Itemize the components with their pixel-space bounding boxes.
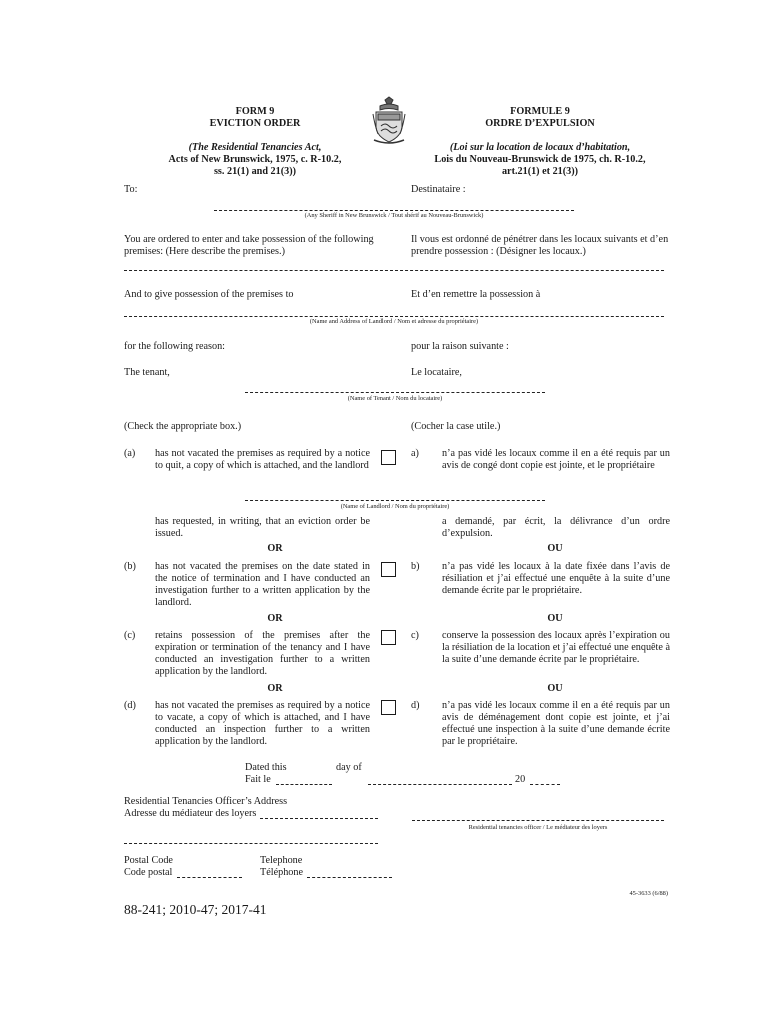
sheriff-line[interactable] (214, 210, 574, 211)
dated-label-en: Dated this (245, 762, 287, 773)
sheriff-caption: (Any Sheriff in New Brunswick / Tout shérif au Nouveau-Brunswick) (304, 212, 484, 219)
give-possession-fr: Et d’en remettre la possession à (411, 289, 541, 300)
item-c-label-fr: c) (411, 630, 419, 641)
form-title-en: EVICTION ORDER (209, 118, 301, 129)
to-label-fr: Destinataire : (411, 184, 466, 195)
address-line-2[interactable] (124, 843, 378, 844)
to-label-en: To: (124, 184, 138, 195)
premises-line[interactable] (124, 270, 664, 271)
reason-label-fr: pour la raison suivante : (411, 341, 509, 352)
give-possession-en: And to give possession of the premises to (124, 289, 294, 300)
tenant-label-en: The tenant, (124, 367, 170, 378)
tenant-caption: (Name of Tenant / Nom du locataire) (347, 395, 443, 402)
item-b-checkbox[interactable] (381, 562, 396, 577)
item-d-label-fr: d) (411, 700, 420, 711)
landlord-address-caption: (Name and Address of Landlord / Nom et adresse du propriétaire) (309, 318, 479, 325)
item-b-text-fr: n’a pas vidé les locaux à la date fixée dans l’avis de résiliation et j’ai effectué une enquête à la suite d’une demande écrite par le propriétaire. (442, 561, 670, 596)
item-a-landlord-line[interactable] (245, 500, 545, 501)
form-number-en: FORM 9 (235, 106, 275, 117)
telephone-label-fr: Téléphone (260, 867, 303, 878)
regulation-numbers: 88-241; 2010-47; 2017-41 (124, 902, 267, 917)
officer-address-label-en: Residential Tenancies Officer’s Address (124, 796, 288, 807)
form-title-fr: ORDRE D’EXPULSION (485, 118, 595, 129)
item-a-cont-en: has requested, in writing, that an eviction order be issued. (155, 516, 370, 539)
form-code: 45-3633 (6/88) (629, 890, 668, 897)
month-line[interactable] (368, 784, 512, 785)
sections-en: ss. 21(1) and 21(3)) (213, 166, 297, 177)
ordered-text-fr: Il vous est ordonné de pénétrer dans les locaux suivants et d’en prendre possession : (Désigner les locaux.) (411, 234, 669, 257)
year-line[interactable] (530, 784, 560, 785)
item-a-landlord-caption: (Name of Landlord / Nom du propriétaire) (340, 503, 450, 510)
ou-label-3: OU (547, 683, 563, 694)
telephone-line[interactable] (307, 877, 392, 878)
form-number-fr: FORMULE 9 (510, 106, 570, 117)
item-a-cont-fr: a demandé, par écrit, la délivrance d’un ordre d’expulsion. (442, 516, 670, 539)
check-instruction-fr: (Cocher la case utile.) (411, 421, 501, 432)
sections-fr: art.21(1) et 21(3)) (501, 166, 579, 177)
check-instruction-en: (Check the appropriate box.) (124, 421, 242, 432)
item-c-text-fr: conserve la possession des locaux après l’expiration ou la résiliation de la location et j’ai effectué une enquête à la suite d’une demande écrite par le propriétaire. (442, 630, 670, 665)
item-c-label-en: (c) (124, 630, 136, 641)
item-c-checkbox[interactable] (381, 630, 396, 645)
acts-fr: Lois du Nouveau-Brunswick de 1975, ch. R-10.2, (434, 154, 646, 165)
item-a-label-fr: a) (411, 448, 419, 459)
header-right (420, 106, 660, 178)
act-title-en: (The Residential Tenancies Act, (188, 142, 322, 153)
item-a-text-fr: n’a pas vidé les locaux comme il en a été requis par un avis de congé dont copie est jointe, et le propriétaire (442, 448, 670, 471)
tenant-name-line[interactable] (245, 392, 545, 393)
dated-label-fr: Fait le (245, 774, 271, 785)
year-prefix: 20 (515, 774, 526, 785)
postal-code-line[interactable] (177, 877, 242, 878)
reason-label-en: for the following reason: (124, 341, 225, 352)
item-a-checkbox[interactable] (381, 450, 396, 465)
ou-label-2: OU (547, 613, 563, 624)
officer-address-label-fr: Adresse du médiateur des loyers (124, 808, 257, 819)
item-b-label-en: (b) (124, 561, 136, 572)
item-d-text-en: has not vacated the premises as required by a notice to vacate, a copy of which is attached, and I have conducted an inspection further to a written application by the landlord. (155, 700, 370, 747)
or-label-3: OR (267, 683, 283, 694)
tenant-label-fr: Le locataire, (411, 367, 462, 378)
header-left (155, 106, 355, 178)
acts-en: Acts of New Brunswick, 1975, c. R-10.2, (168, 154, 342, 165)
new-brunswick-crest-icon (372, 96, 406, 146)
or-label-1: OR (267, 543, 283, 554)
item-d-label-en: (d) (124, 700, 136, 711)
landlord-address-line[interactable] (124, 316, 664, 317)
postal-code-label-en: Postal Code (124, 855, 173, 866)
or-label-2: OR (267, 613, 283, 624)
item-a-label-en: (a) (124, 448, 136, 459)
postal-code-label-fr: Code postal (124, 867, 173, 878)
day-line[interactable] (276, 784, 332, 785)
item-c-text-en: retains possession of the premises after the expiration or termination of the tenancy and I have conducted an investigation further to a written application by the landlord. (155, 630, 370, 677)
day-of-label: day of (336, 762, 362, 773)
item-a-text-en: has not vacated the premises as required by a notice to quit, a copy of which is attached, and the landlord (155, 448, 370, 471)
officer-caption: Residential tenancies officer / Le médiateur des loyers (468, 824, 608, 831)
item-d-text-fr: n’a pas vidé les locaux comme il en a été requis par un avis de déménagement dont copie est jointe, et j’ai effectué une inspection à la suite d’une demande écrite par le propriétaire. (442, 700, 670, 747)
ordered-text-en: You are ordered to enter and take possession of the following premises: (Here describe the premises.) (124, 234, 374, 257)
ou-label-1: OU (547, 543, 563, 554)
officer-signature-line[interactable] (412, 820, 664, 821)
item-d-checkbox[interactable] (381, 700, 396, 715)
address-line-1[interactable] (260, 818, 378, 819)
act-title-fr: (Loi sur la location de locaux d’habitation, (449, 142, 631, 153)
item-b-text-en: has not vacated the premises on the date stated in the notice of termination and I have conducted an investigation further to a written application by the landlord. (155, 561, 370, 608)
item-b-label-fr: b) (411, 561, 420, 572)
telephone-label-en: Telephone (260, 855, 303, 866)
